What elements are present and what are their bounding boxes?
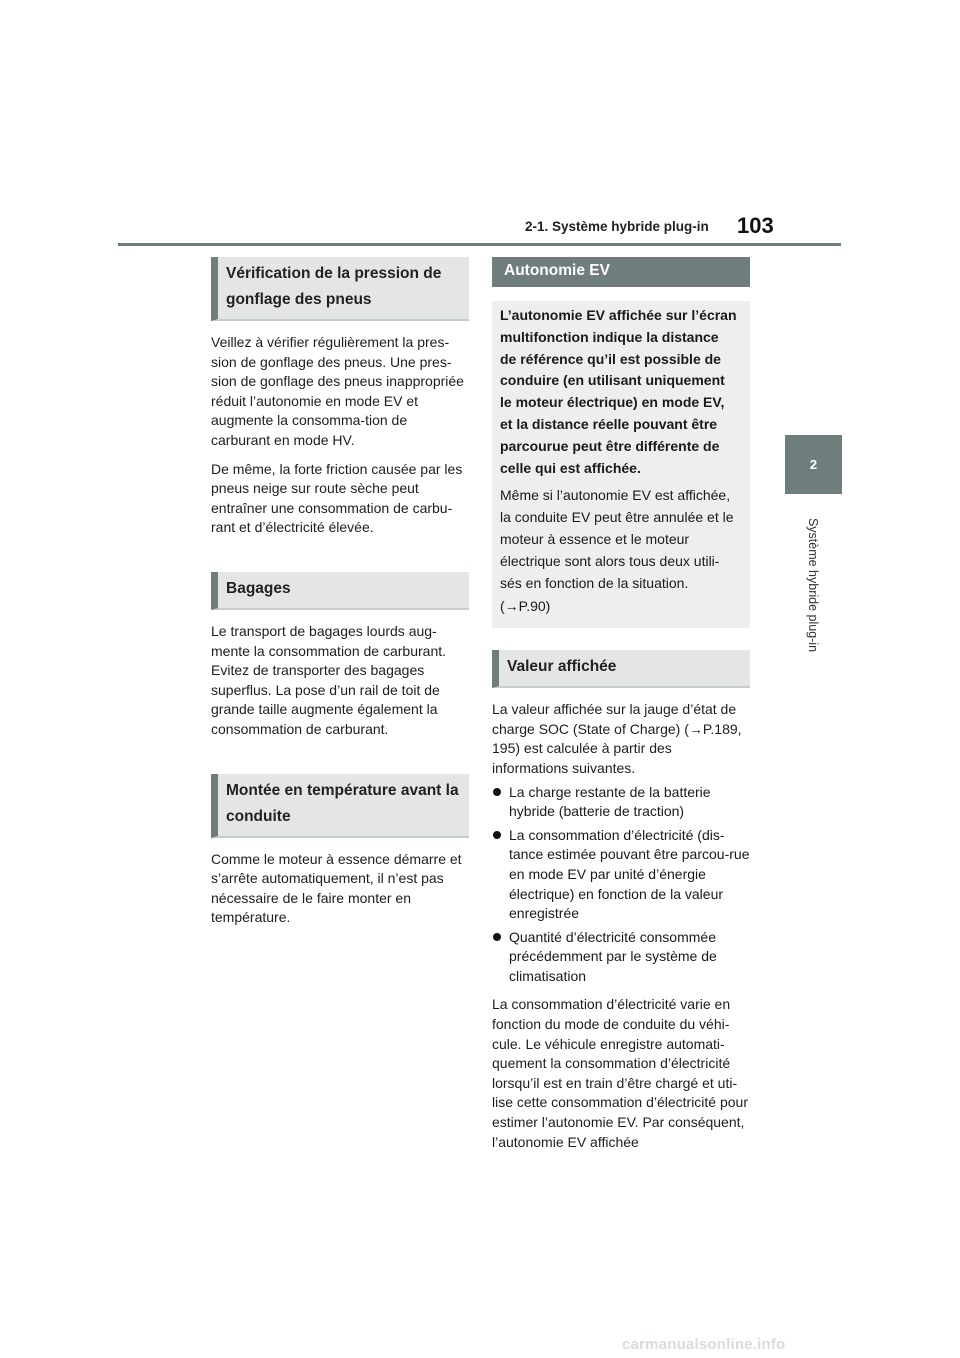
note-body: Même si l’autonomie EV est affichée, la conduite EV peut être annulée et le moteur à essence et le moteur électrique sont alors tous deux utili-sés en fonction de la situation. bbox=[500, 487, 734, 591]
section-heading-displayed-value: Valeur affichée bbox=[492, 650, 750, 688]
list-item bbox=[492, 826, 750, 924]
paragraph: La valeur affichée sur la jauge d’état de charge SOC (State of Charge) (→P.189, 195) est calculée à partir des informations suivantes. bbox=[492, 701, 742, 776]
note-page-reference: (→P.90) bbox=[500, 598, 551, 615]
section-heading-ev-range: Autonomie EV bbox=[492, 257, 750, 287]
bullet-icon bbox=[493, 788, 501, 796]
ev-range-note-box bbox=[492, 301, 750, 628]
paragraph: La consommation d’électricité varie en fonction du mode de conduite du véhi-cule. Le véhicule enregistre automati-quement la consommation d’électricité lorsqu’il est en train d’être chargé et uti-lise cette consommation d’électricité pour estimer l’autonomie EV. Par conséquent, l’autonomie EV affichée bbox=[492, 996, 749, 1150]
footer-watermark: carmanualsonline.info bbox=[622, 1336, 786, 1353]
header-rule bbox=[118, 243, 841, 246]
paragraph: Comme le moteur à essence démarre et s’arrête automatiquement, il n’est pas nécessaire de le faire monter en température. bbox=[211, 850, 462, 926]
bullet-icon bbox=[493, 831, 501, 839]
section-heading-tire-pressure: Vérification de la pression de gonflage des pneus bbox=[211, 257, 469, 321]
chapter-tab bbox=[785, 435, 842, 494]
page-number: 103 bbox=[737, 213, 774, 238]
note-emphasis: L’autonomie EV affichée sur l’écran multifonction indique la distance de référence qu’il est possible de conduire (en utilisant uniquement le moteur électrique) en mode EV, et la distance réelle pouvant être parcourue peut être différente de celle qui est affichée. bbox=[500, 307, 737, 476]
bullet-list bbox=[492, 783, 750, 987]
list-item bbox=[492, 783, 750, 822]
section-heading-warm-up: Montée en température avant la conduite bbox=[211, 774, 469, 838]
section-heading-luggage: Bagages bbox=[211, 572, 469, 610]
running-header-title: 2-1. Système hybride plug-in bbox=[525, 219, 709, 234]
list-item-text: La consommation d’électricité (dis-tance estimée pouvant être parcou-rue en mode EV par unité d’énergie électrique) en fonction de la valeur enregistrée bbox=[509, 826, 750, 922]
chapter-number: 2 bbox=[809, 457, 818, 472]
chapter-side-title: Système hybride plug-in bbox=[806, 517, 820, 653]
list-item bbox=[492, 928, 750, 987]
paragraph: De même, la forte friction causée par les pneus neige sur route sèche peut entraîner une consommation de carbu-rant et d’électricité élevée. bbox=[211, 460, 463, 536]
left-column bbox=[211, 257, 469, 928]
paragraph: Le transport de bagages lourds aug-mente la consommation de carburant. Evitez de transporter des bagages superflus. La pose d’un rail de toit de grande taille augmente également la consommation de carburant. bbox=[211, 622, 447, 737]
list-item-text: Quantité d’électricité consommée précédemment par le système de climatisation bbox=[509, 928, 717, 984]
list-item-text: La charge restante de la batterie hybride (batterie de traction) bbox=[509, 783, 711, 820]
right-column bbox=[492, 257, 750, 1152]
bullet-icon bbox=[493, 933, 501, 941]
paragraph: Veillez à vérifier régulièrement la pres-sion de gonflage des pneus. Une pres-sion de gonflage des pneus inappropriée réduit l’autonomie en mode EV et augmente la consomma-tion de carburant en mode HV. bbox=[211, 334, 464, 448]
